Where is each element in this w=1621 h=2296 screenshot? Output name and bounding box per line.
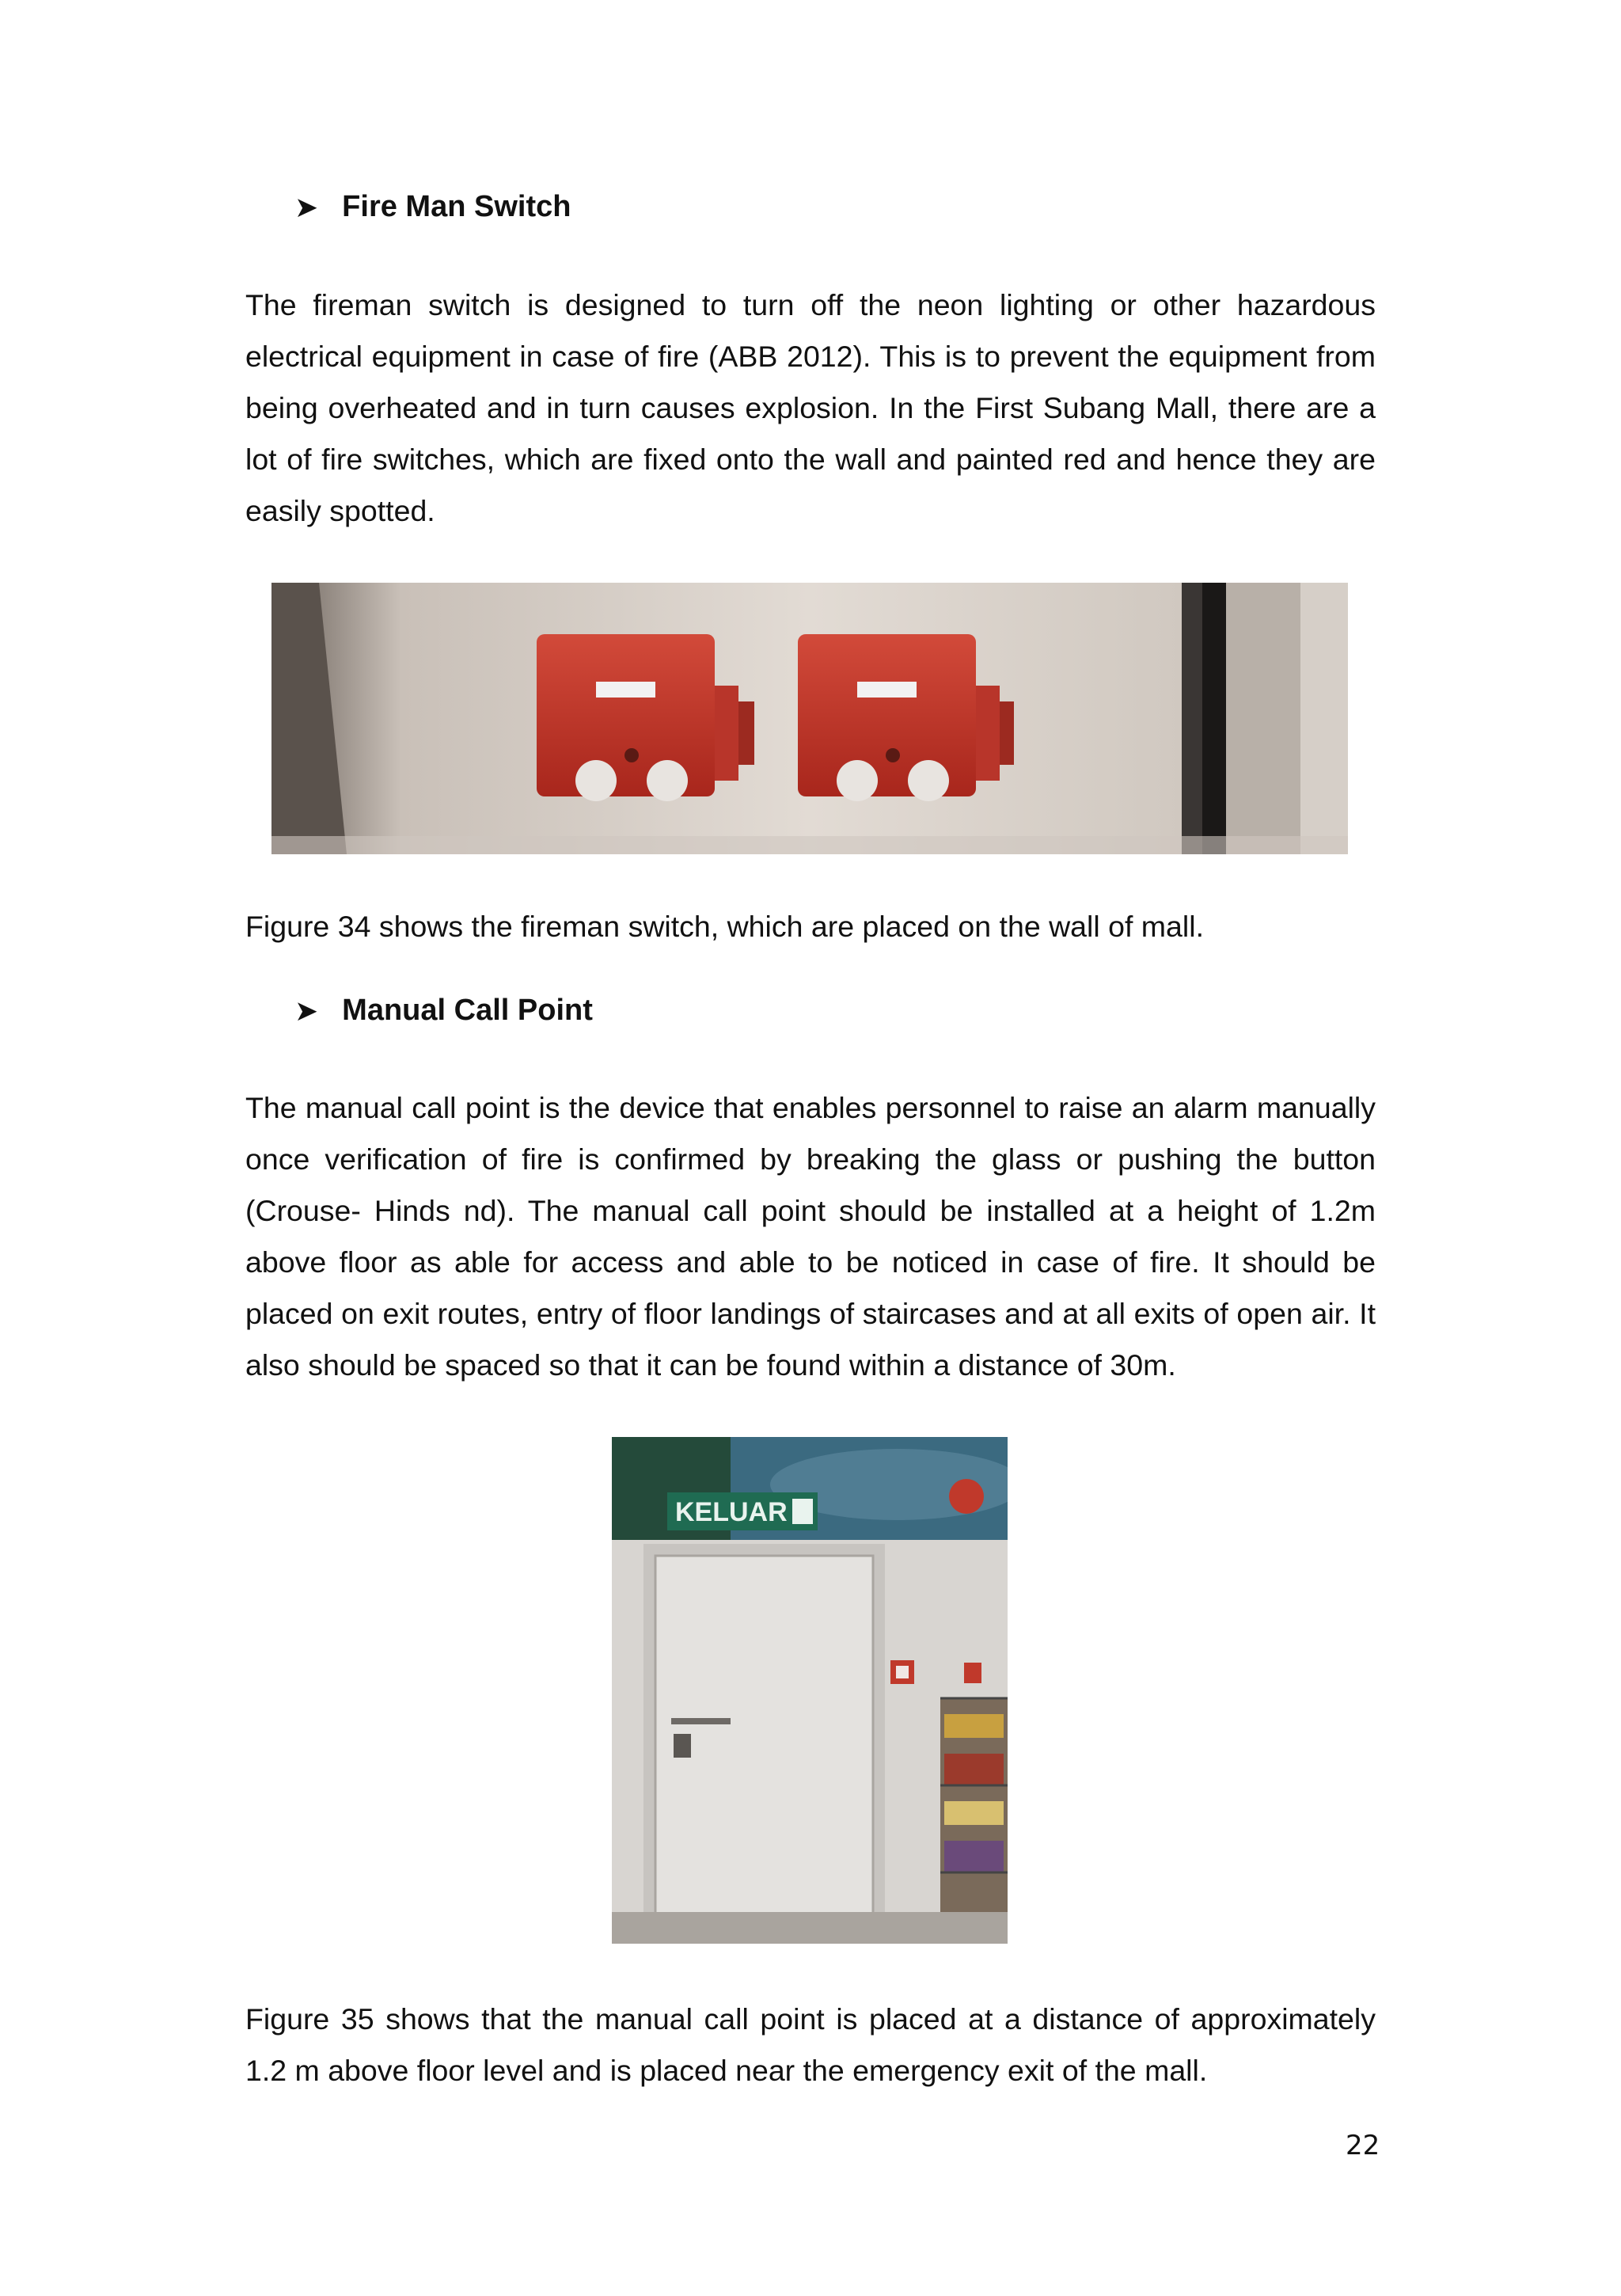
figure-35-caption: Figure 35 shows that the manual call point is placed at a distance of approximately 1.2 m above floor level and is placed near the emergency exit of the mall.: [245, 2002, 1376, 2087]
section-heading-manual-call-point: [294, 994, 593, 1028]
fire-bell: [949, 1479, 984, 1514]
exit-sign-text: KELUAR: [675, 1497, 788, 1527]
arrow-bullet-icon: ➤: [294, 994, 319, 1027]
heading-text: Fire Man Switch: [342, 190, 571, 223]
fireman-switch-paragraph: The fireman switch is designed to turn off the neon lighting or other hazardous electrical equipment in case of fire (ABB 2012). This is to prevent the equipment from being overheated and in turn causes explosion. In the First Subang Mall, there are a lot of fire switches, which are fixed onto the wall and painted red and hence they are easily spotted.: [245, 288, 1376, 527]
manual-call-point-photo: [612, 1437, 1008, 1944]
exit-sign: [667, 1492, 818, 1530]
arrow-bullet-icon: ➤: [294, 190, 319, 223]
figure-34-caption: Figure 34 shows the fireman switch, which are placed on the wall of mall.: [245, 910, 1204, 943]
heading-text: Manual Call Point: [342, 994, 593, 1027]
fireman-switch-photo: [271, 583, 1348, 854]
page-number: 22: [1346, 2130, 1380, 2161]
section-heading-fireman-switch: [294, 190, 571, 224]
manual-call-point-paragraph: The manual call point is the device that enables personnel to raise an alarm manually once verification of fire is confirmed by breaking the glass or pushing the button (Crouse- Hinds nd). The manual call point should be installed at a height of 1.2m above floor as able for access and able to be noticed in case of fire. It should be placed on exit routes, entry of floor landings of staircases and at all exits of open air. It also should be spaced so that it can be found within a distance of 30m.: [245, 1091, 1376, 1382]
